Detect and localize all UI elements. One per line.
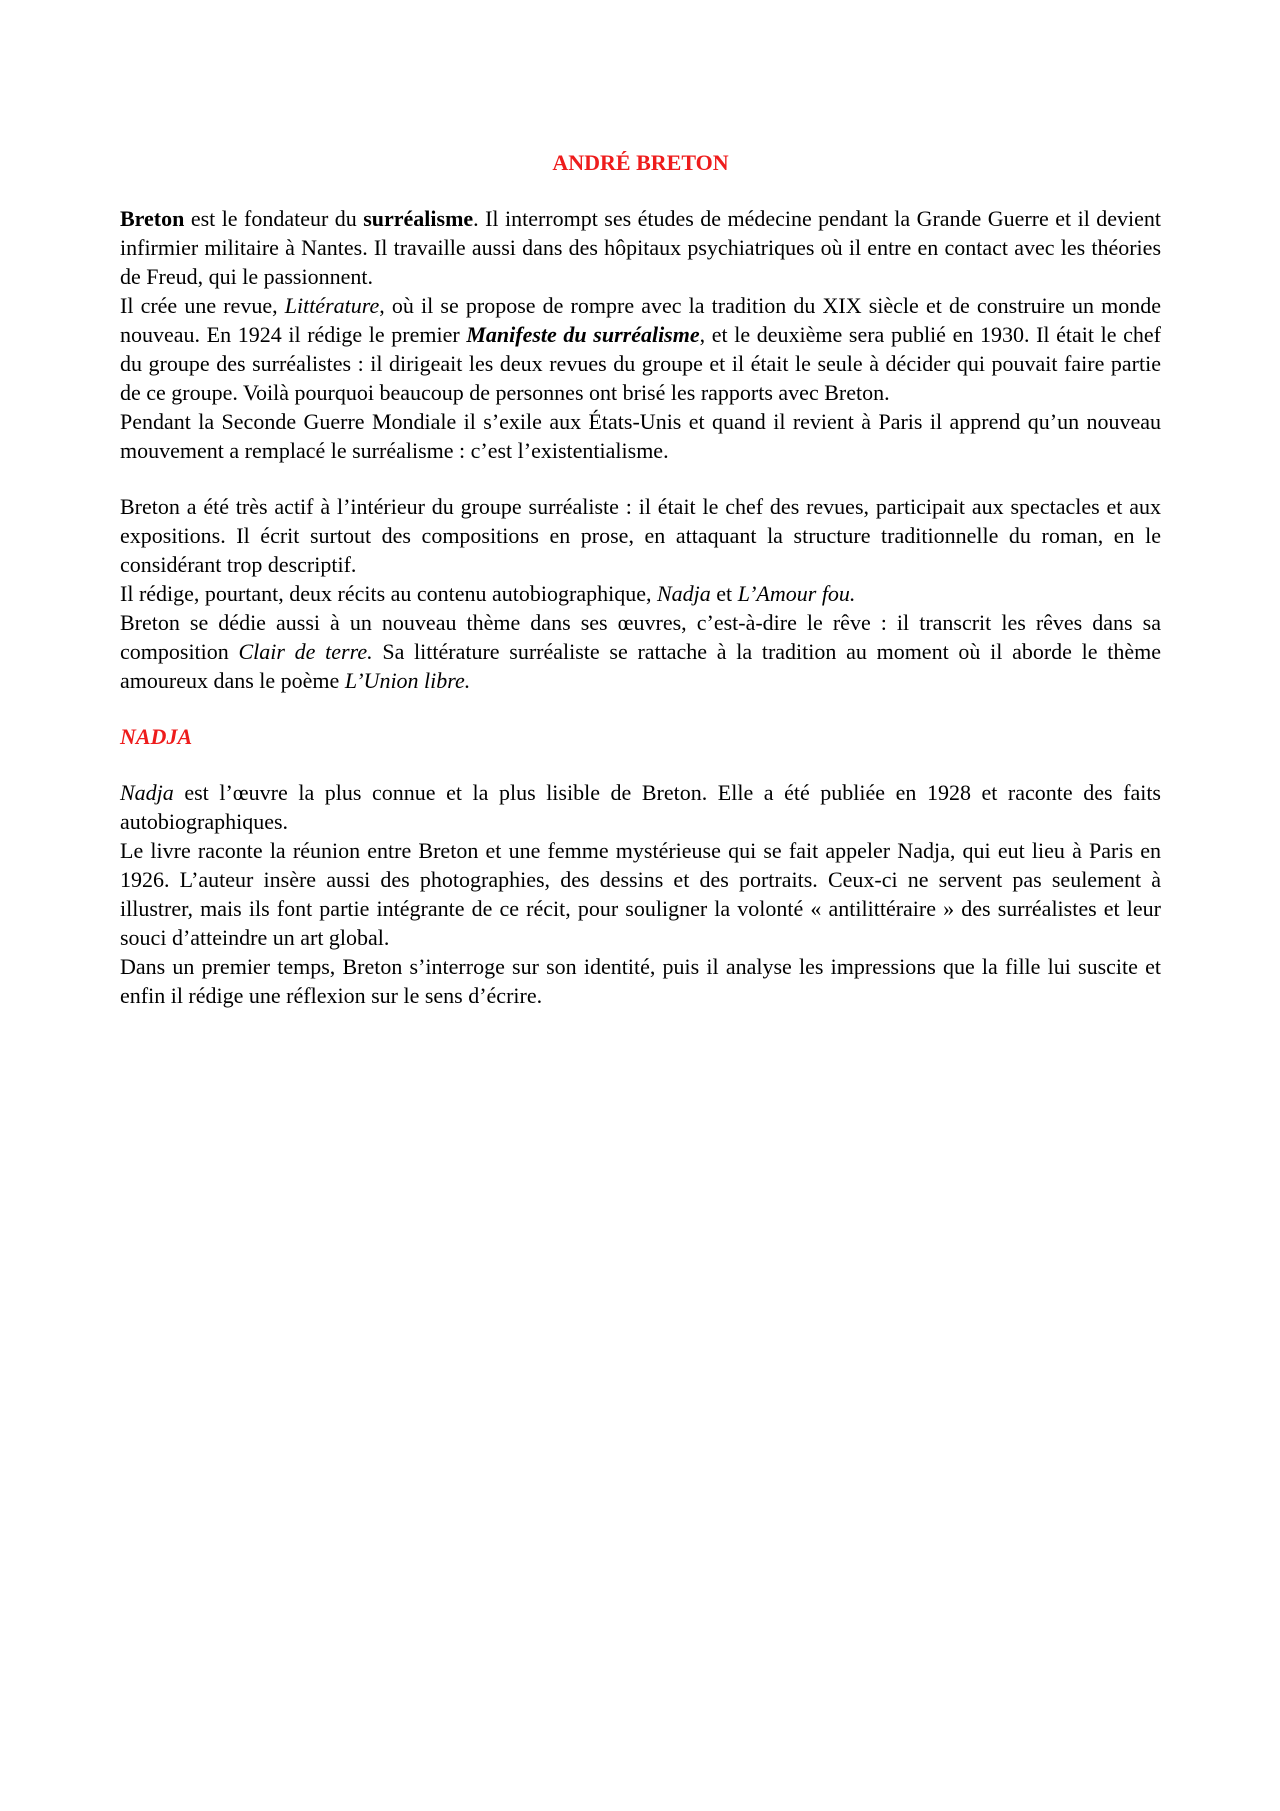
- document-title: ANDRÉ BRETON: [552, 150, 729, 175]
- italic-title: L’Amour fou.: [737, 581, 856, 606]
- section-title-nadja: NADJA: [120, 724, 193, 749]
- paragraph-exile: Pendant la Seconde Guerre Mondiale il s’exile aux États-Unis et quand il revient à Paris il apprend qu’un nouveau mouvement a remplacé le surréalisme : c’est l’existentialisme.: [120, 409, 1161, 463]
- paragraph-reve: Breton se dédie aussi à un nouveau thème dans ses œuvres, c’est-à-dire le rêve : il transcrit les rêves dans sa composition Clair de terre. Sa littérature surréaliste se rattache à la tradition au moment où il aborde le thème amoureux dans le poème L’Union libre.: [120, 610, 1161, 693]
- italic-title: Nadja: [120, 780, 174, 805]
- paragraph-nadja-structure: Dans un premier temps, Breton s’interroge sur son identité, puis il analyse les impressions que la fille lui suscite et enfin il rédige une réflexion sur le sens d’écrire.: [120, 954, 1161, 1008]
- paragraph-nadja-story: Le livre raconte la réunion entre Breton et une femme mystérieuse qui se fait appeler Nadja, qui eut lieu à Paris en 1926. L’auteur insère aussi des photographies, des dessins et des portraits. Ceux-ci ne servent pas seulement à illustrer, mais ils font partie intégrante de ce récit, pour souligner la volonté « antilittéraire » des surréalistes et leur souci d’atteindre un art global.: [120, 838, 1161, 950]
- bold-name: Breton: [120, 206, 185, 231]
- paragraph-nadja-intro: Nadja est l’œuvre la plus connue et la plus lisible de Breton. Elle a été publiée en 1928 et raconte des faits autobiographiques.: [120, 780, 1161, 834]
- paragraph-gap: [120, 695, 1161, 722]
- document-page: [120, 148, 1161, 1010]
- italic-title: L’Union libre.: [344, 668, 471, 693]
- bold-term: surréalisme: [363, 206, 474, 231]
- paragraph-recits: Il rédige, pourtant, deux récits au contenu autobiographique, Nadja et L’Amour fou.: [120, 581, 856, 606]
- paragraph-intro: Breton est le fondateur du surréalisme. Il interrompt ses études de médecine pendant la Grande Guerre et il devient infirmier militaire à Nantes. Il travaille aussi dans des hôpitaux psychiatriques où il entre en contact avec les théories de Freud, qui le passionnent.: [120, 206, 1161, 289]
- paragraph-revue: Il crée une revue, Littérature, où il se propose de rompre avec la tradition du XIX siècle et de construire un monde nouveau. En 1924 il rédige le premier Manifeste du surréalisme, et le deuxième sera publié en 1930. Il était le chef du groupe des surréalistes : il dirigeait les deux revues du groupe et il était le seule à décider qui pouvait faire partie de ce groupe. Voilà pourquoi beaucoup de personnes ont brisé les rapports avec Breton.: [120, 293, 1161, 405]
- paragraph-gap: [120, 465, 1161, 492]
- italic-title: Nadja: [657, 581, 711, 606]
- paragraph-activity: Breton a été très actif à l’intérieur du groupe surréaliste : il était le chef des revues, participait aux spectacles et aux expositions. Il écrit surtout des compositions en prose, en attaquant la structure traditionnelle du roman, en le considérant trop descriptif.: [120, 494, 1161, 577]
- italic-title: Clair de terre.: [238, 639, 373, 664]
- bold-italic-title: Manifeste du surréalisme: [466, 322, 700, 347]
- italic-title: Littérature: [284, 293, 380, 318]
